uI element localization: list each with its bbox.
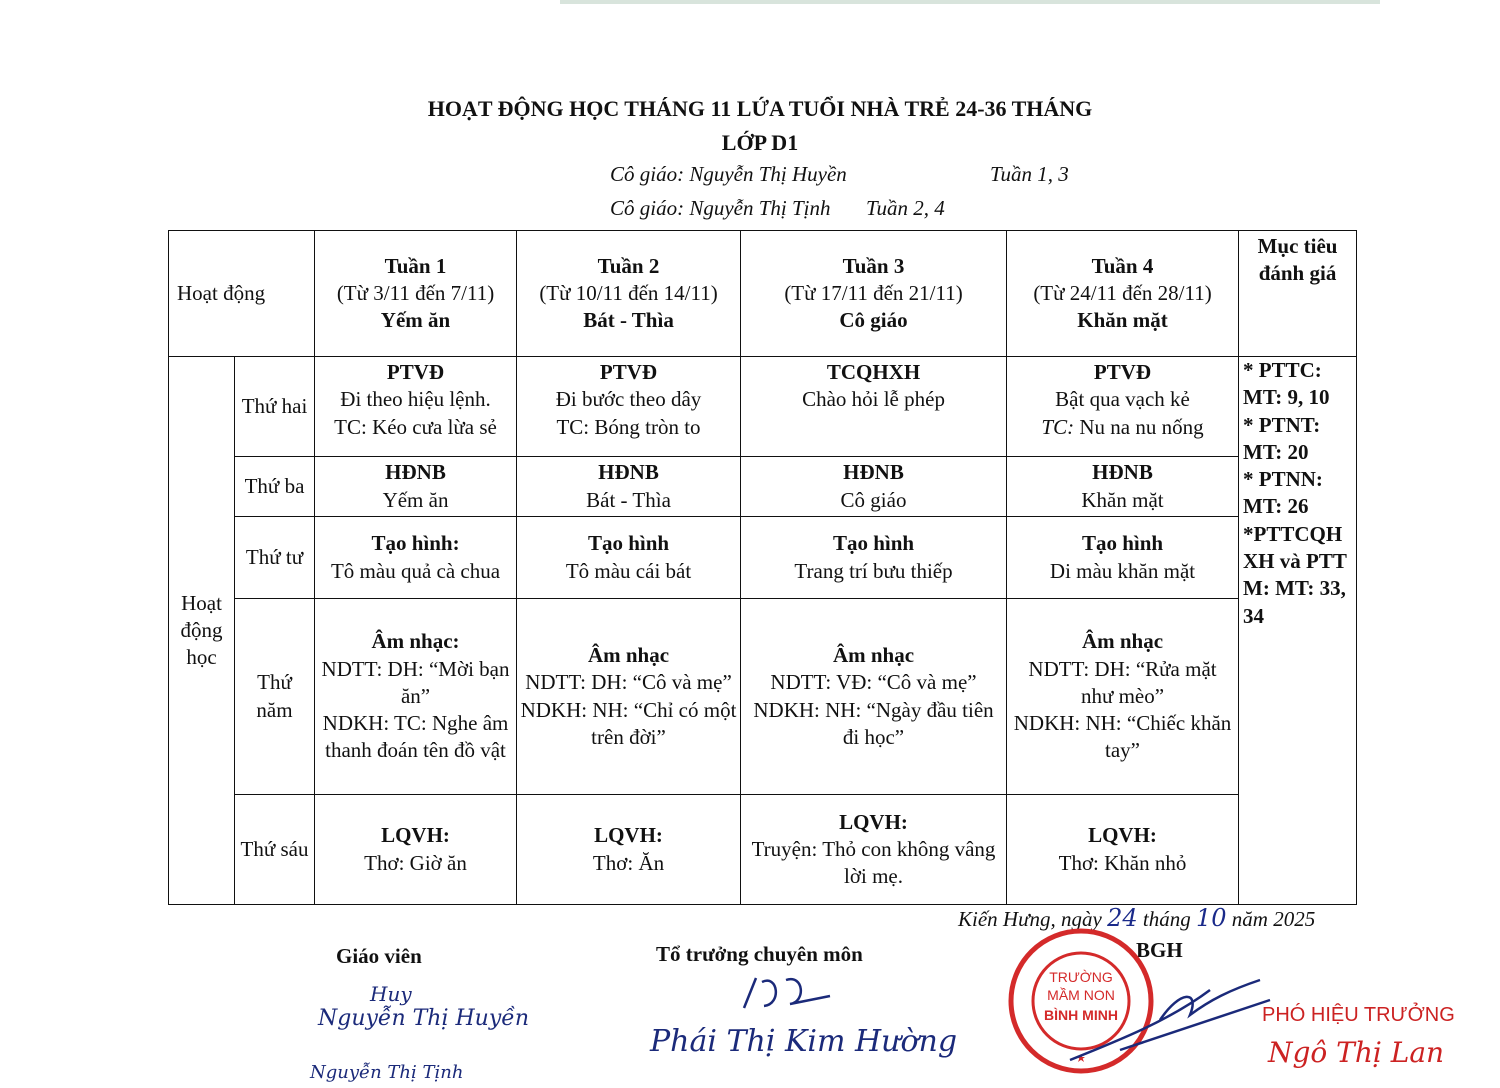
date-line: Kiến Hưng, ngày 24 tháng 10 năm 2025: [958, 904, 1316, 932]
board-signature-scribble: [1060, 960, 1280, 1070]
teacher-1: Cô giáo: Nguyễn Thị Huyền: [610, 162, 847, 186]
schedule-table: [168, 230, 1357, 905]
activity-cell: TCQHXH Chào hỏi lễ phép: [741, 357, 1007, 457]
stamp-line-2: MẦM NON: [1047, 987, 1115, 1003]
activity-cell: PTVĐ Bật qua vạch kẻ TC: Nu na nu nống: [1007, 357, 1239, 457]
vice-principal-name: Ngô Thị Lan: [1268, 1036, 1445, 1069]
stamp-line-3: BÌNH MINH: [1044, 1007, 1118, 1023]
group-label: Hoạt động học: [169, 357, 235, 905]
day-label: Thứ năm: [235, 599, 315, 795]
activity-cell: LQVH: Thơ: Giờ ăn: [315, 795, 517, 905]
activity-cell: LQVH: Thơ: Ăn: [517, 795, 741, 905]
activity-cell: Âm nhạc NDTT: DH: “Cô và mẹ” NDKH: NH: “Chỉ có một trên đời”: [517, 599, 741, 795]
day-label: Thứ hai: [235, 357, 315, 457]
table-row: [169, 457, 1357, 517]
evaluation-goals: * PTTC: MT: 9, 10 * PTNT: MT: 20 * PTNN: MT: 26 *PTTCQHXH và PTTM: MT: 33, 34: [1239, 357, 1357, 905]
week-header: Tuần 4 (Từ 24/11 đến 28/11) Khăn mặt: [1007, 231, 1239, 357]
activity-cell: Tạo hình Di màu khăn mặt: [1007, 517, 1239, 599]
activity-cell: Âm nhạc NDTT: VĐ: “Cô và mẹ” NDKH: NH: “Ngày đầu tiên đi học”: [741, 599, 1007, 795]
head-initials-scribble: [720, 968, 860, 1028]
activity-cell: Tạo hình Trang trí bưu thiếp: [741, 517, 1007, 599]
teacher-2-weeks: Tuần 2, 4: [866, 196, 945, 220]
activity-cell: LQVH: Truyện: Thỏ con không vâng lời mẹ.: [741, 795, 1007, 905]
board-signature-label: BGH: [1136, 938, 1183, 962]
goals-header: Mục tiêu đánh giá: [1239, 231, 1357, 357]
table-row: [169, 357, 1357, 457]
teacher-initials: Huy: [370, 982, 412, 1006]
table-row: [169, 795, 1357, 905]
header-row: [169, 231, 1357, 357]
vice-principal-title: PHÓ HIỆU TRƯỞNG: [1262, 1004, 1455, 1026]
activity-cell: Âm nhạc NDTT: DH: “Rửa mặt như mèo” NDKH: NH: “Chiếc khăn tay”: [1007, 599, 1239, 795]
day-label: Thứ ba: [235, 457, 315, 517]
teacher-signature-1: Nguyễn Thị Huyền: [318, 1006, 529, 1031]
day-label: Thứ tư: [235, 517, 315, 599]
document-title: HOẠT ĐỘNG HỌC THÁNG 11 LỨA TUỔI NHÀ TRẺ 24-36 THÁNG: [427, 96, 1093, 121]
head-signature: Phái Thị Kim Hường: [650, 1024, 958, 1059]
activity-cell: Âm nhạc: NDTT: DH: “Mời bạn ăn” NDKH: TC: Nghe âm thanh đoán tên đồ vật: [315, 599, 517, 795]
teacher-1-weeks: Tuần 1, 3: [990, 162, 1069, 186]
week-header: Tuần 3 (Từ 17/11 đến 21/11) Cô giáo: [741, 231, 1007, 357]
top-edge-band: [560, 0, 1380, 4]
table-row: [169, 517, 1357, 599]
head-signature-label: Tổ trưởng chuyên môn: [656, 942, 863, 966]
class-name: LỚP D1: [721, 130, 799, 155]
activity-cell: LQVH: Thơ: Khăn nhỏ: [1007, 795, 1239, 905]
activity-cell: HĐNB Yếm ăn: [315, 457, 517, 517]
week-header: Tuần 2 (Từ 10/11 đến 14/11) Bát - Thìa: [517, 231, 741, 357]
teacher-signature-label: Giáo viên: [336, 944, 422, 968]
activity-cell: HĐNB Khăn mặt: [1007, 457, 1239, 517]
table-row: [169, 599, 1357, 795]
activity-cell: Tạo hình Tô màu cái bát: [517, 517, 741, 599]
activity-cell: PTVĐ Đi theo hiệu lệnh. TC: Kéo cưa lừa sẻ: [315, 357, 517, 457]
activity-cell: HĐNB Bát - Thìa: [517, 457, 741, 517]
day-label: Thứ sáu: [235, 795, 315, 905]
stamp-line-1: TRƯỜNG: [1049, 969, 1113, 985]
activity-cell: PTVĐ Đi bước theo dây TC: Bóng tròn to: [517, 357, 741, 457]
activity-header: Hoạt động: [169, 231, 315, 357]
teacher-2: Cô giáo: Nguyễn Thị Tịnh: [610, 196, 831, 220]
activity-cell: HĐNB Cô giáo: [741, 457, 1007, 517]
teacher-signature-2: Nguyễn Thị Tịnh: [310, 1062, 464, 1083]
activity-cell: Tạo hình: Tô màu quả cà chua: [315, 517, 517, 599]
week-header: Tuần 1 (Từ 3/11 đến 7/11) Yếm ăn: [315, 231, 517, 357]
